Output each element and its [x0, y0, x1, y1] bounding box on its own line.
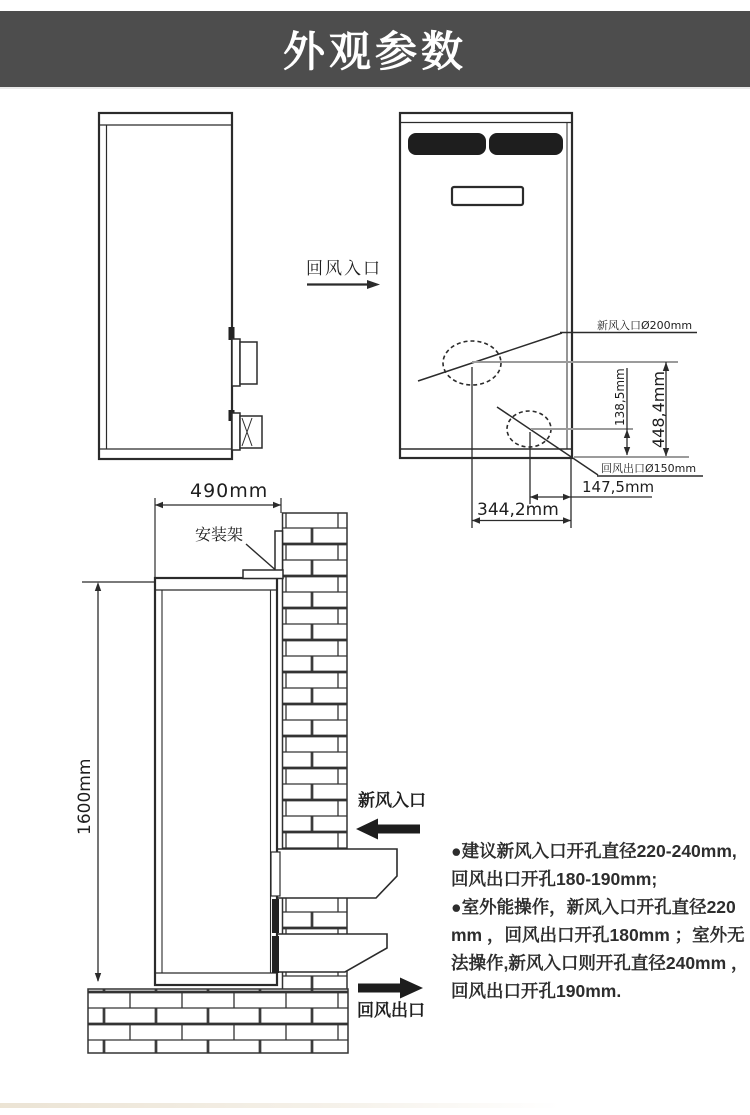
- dim-490-label: 490mm: [190, 480, 269, 502]
- note-line: ●建议新风入口开孔直径220-240mm,: [451, 841, 737, 861]
- return-outlet-arrow: [358, 978, 423, 999]
- return-air-wall-duct: [277, 934, 387, 972]
- arrowhead: [95, 582, 101, 591]
- upper-duct-flange: [232, 339, 240, 386]
- return-outlet-label: 回风出口: [357, 1001, 425, 1021]
- duct-connector-dark-lower: [272, 936, 279, 973]
- upper-duct-clip: [229, 327, 235, 340]
- bracket-label: 安装架: [195, 525, 244, 544]
- dim-448-label: 448,4mm: [649, 371, 668, 448]
- dim-1600-label: 1600mm: [75, 758, 95, 835]
- bracket-foot: [243, 570, 283, 579]
- side-view-drawing: [99, 113, 262, 459]
- arrowhead: [273, 502, 281, 508]
- arrowhead: [563, 517, 571, 523]
- arrowhead: [663, 362, 669, 371]
- fresh-air-wall-duct: [277, 849, 397, 898]
- upper-duct-stub: [240, 342, 257, 384]
- dim-344-label: 344,2mm: [477, 500, 559, 520]
- return-hole-label: 回风出口Ø150mm: [601, 462, 697, 475]
- note-line: 回风出口开孔190mm.: [451, 981, 622, 1001]
- page-title: 外观参数: [282, 28, 467, 75]
- floor-brick-platform: [88, 989, 348, 1053]
- return-inlet-arrowhead: [367, 280, 380, 289]
- fresh-inlet-arrow: [356, 819, 420, 840]
- arrowhead: [95, 973, 101, 982]
- fresh-inlet-label: 新风入口: [358, 791, 426, 811]
- air-grille-left: [408, 133, 486, 155]
- dim-138-label: 138,5mm: [613, 368, 627, 426]
- side-view-body: [99, 113, 232, 459]
- front-view-body: [400, 113, 572, 458]
- dim-147-label: 147,5mm: [582, 478, 655, 496]
- duct-connector-dark-upper: [272, 899, 279, 933]
- arrowhead: [624, 430, 630, 439]
- lower-duct-flange: [232, 413, 240, 450]
- arrowhead: [155, 502, 163, 508]
- faint-watermark: [0, 1103, 560, 1108]
- bracket-leader-line: [246, 544, 279, 573]
- note-line: mm ，回风出口开孔180mm ；室外无: [451, 925, 745, 945]
- drilling-notes: [451, 837, 750, 1005]
- arrowhead: [624, 447, 630, 456]
- install-view-drawing: [75, 480, 426, 1053]
- wall-brick-column: [283, 513, 348, 990]
- air-grille-right: [489, 133, 563, 155]
- duct-connector-flange: [271, 852, 280, 896]
- display-panel: [452, 187, 523, 205]
- return-inlet-label: 回风入口: [306, 259, 382, 279]
- arrowhead: [663, 448, 669, 457]
- front-view-drawing: [400, 113, 572, 458]
- unit-side-body: [155, 578, 277, 985]
- note-line: 回风出口开孔180-190mm;: [451, 869, 658, 889]
- note-line: 法操作,新风入口则开孔直径240mm ，: [451, 953, 749, 973]
- note-line: ●室外能操作，新风入口开孔直径220: [451, 897, 736, 917]
- fresh-hole-label: 新风入口Ø200mm: [597, 319, 693, 332]
- arrowhead: [563, 494, 571, 500]
